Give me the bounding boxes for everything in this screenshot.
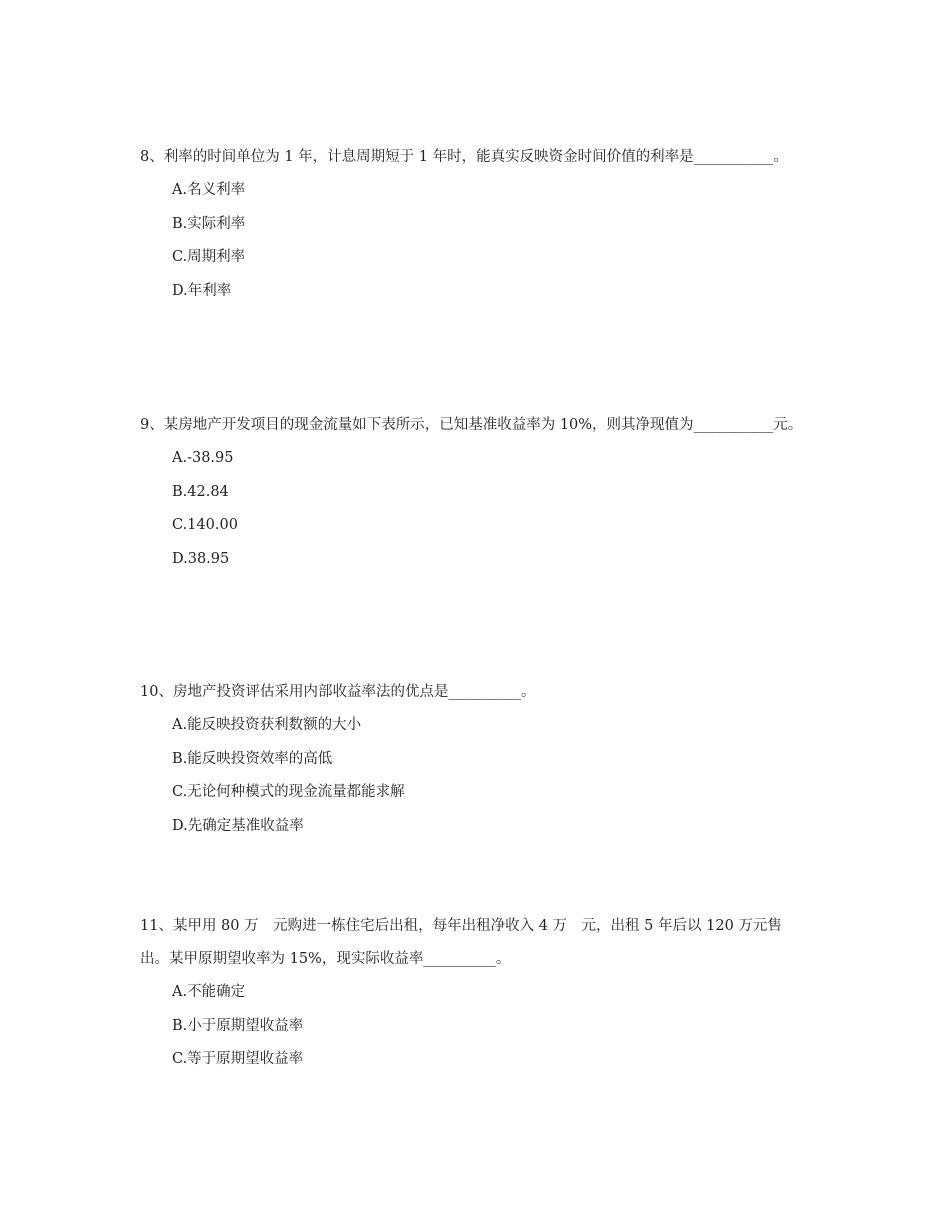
option-c: C.周期利率 (172, 249, 246, 265)
option-a: A.能反映投资获利数额的大小 (172, 717, 362, 733)
option-b: B.能反映投资效率的高低 (172, 750, 333, 767)
option-d: D.38.95 (172, 550, 230, 567)
option-d: D.先确定基准收益率 (172, 817, 304, 834)
question-stem: 9、某房地产开发项目的现金流量如下表所示，已知基准收益率为 10%，则其净现值为___________元。 (140, 417, 803, 433)
option-a: A.不能确定 (172, 984, 246, 1000)
question-11 (0, 910, 950, 1077)
option-b: B.实际利率 (172, 215, 246, 232)
option-c: C.140.00 (172, 517, 238, 533)
option-a: A.名义利率 (172, 182, 246, 198)
option-a: A.-38.95 (172, 450, 234, 466)
question-stem: 8、利率的时间单位为 1 年，计息周期短于 1 年时，能真实反映资金时间价值的利率是___________。 (140, 149, 788, 165)
option-b: B.42.84 (172, 483, 229, 500)
question-8 (0, 141, 950, 308)
question-9 (0, 409, 950, 576)
question-stem: 11、某甲用 80 万 元购进一栋住宅后出租，每年出租净收入 4 万 元，出租 5 年后以 120 万元售出。某甲原期望收率为 15%，现实际收益率__________。 (140, 918, 782, 967)
question-10 (0, 676, 950, 843)
option-c: C.无论何种模式的现金流量都能求解 (172, 784, 405, 800)
option-b: B.小于原期望收益率 (172, 1017, 304, 1034)
question-stem: 10、房地产投资评估采用内部收益率法的优点是__________。 (140, 684, 536, 700)
option-c: C.等于原期望收益率 (172, 1051, 304, 1067)
option-d: D.年利率 (172, 282, 232, 299)
